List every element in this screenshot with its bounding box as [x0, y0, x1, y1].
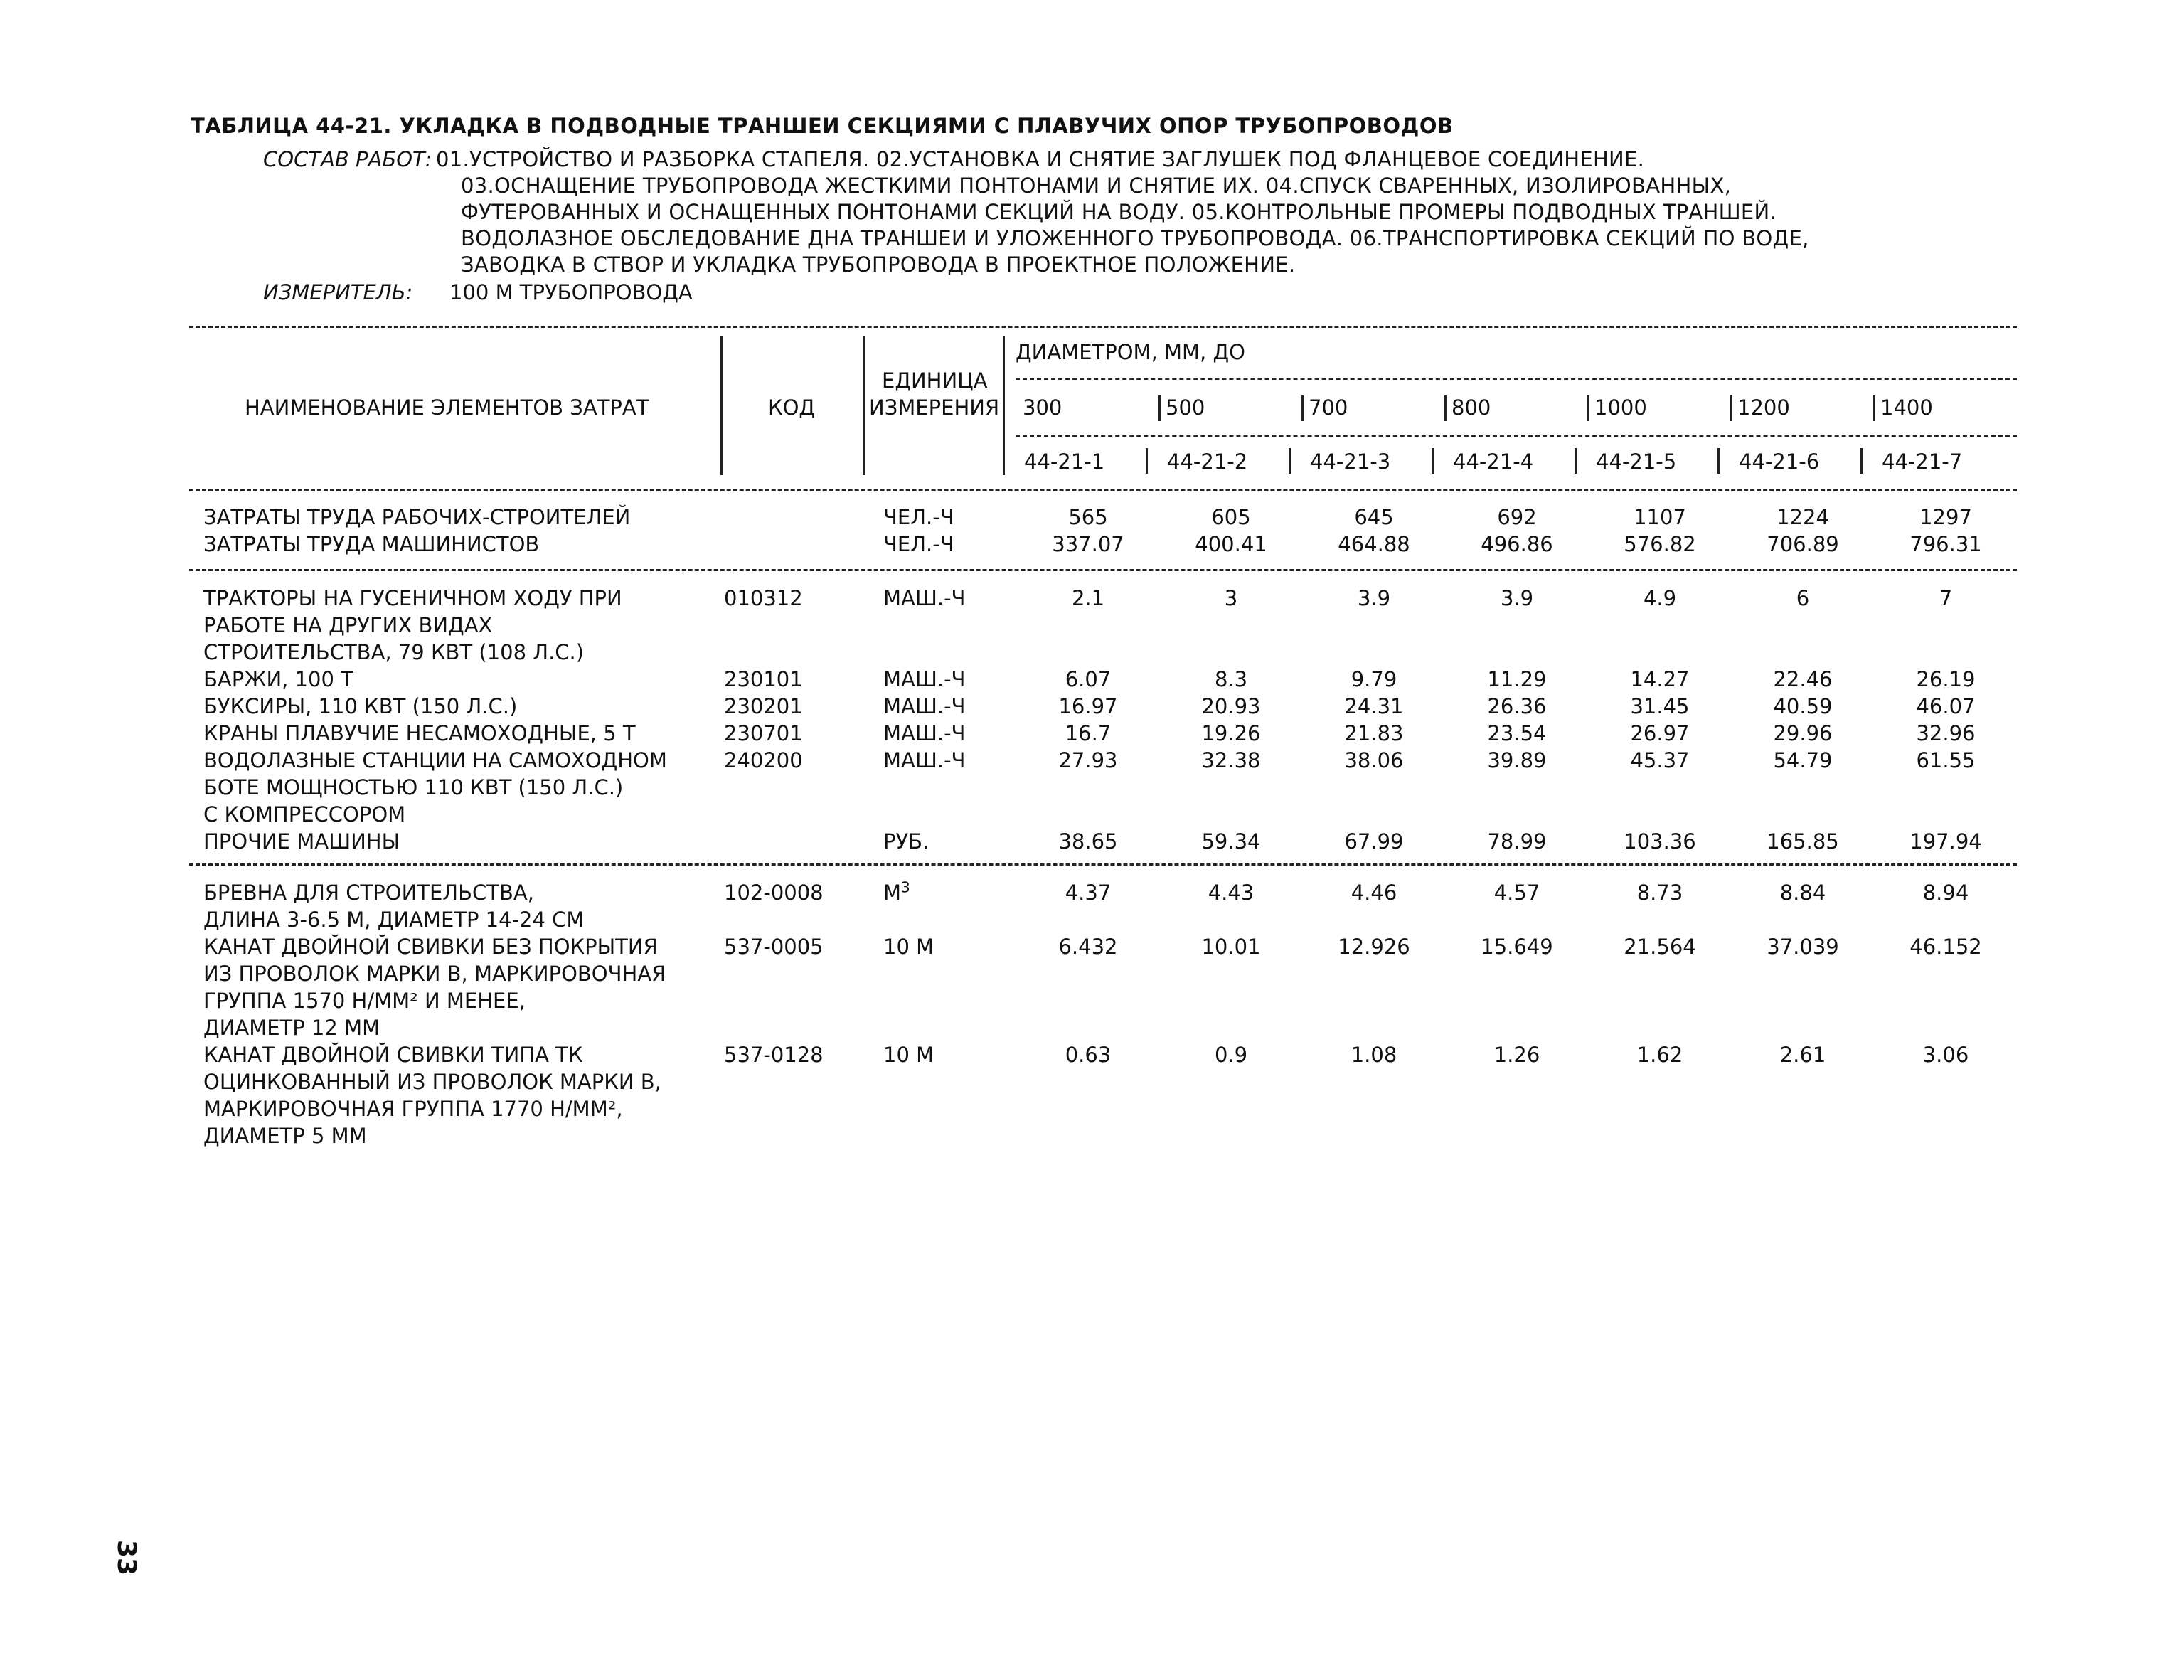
value-cell: 59.34: [1201, 829, 1261, 854]
value-cell: 4.9: [1643, 586, 1677, 610]
value-cell: 7: [1939, 586, 1953, 610]
row-code: 010312: [724, 586, 803, 610]
row-name: ЗАТРАТЫ ТРУДА РАБОЧИХ-СТРОИТЕЛЕЙ: [203, 505, 631, 529]
value-cell: 400.41: [1195, 532, 1267, 556]
value-cell: 0.63: [1065, 1043, 1112, 1067]
row-name: БРЕВНА ДЛЯ СТРОИТЕЛЬСТВА,: [203, 881, 534, 905]
header-code-value: 44-21-7: [1882, 450, 1963, 474]
value-cell: 22.46: [1773, 667, 1833, 691]
header-diameter-value: 500: [1166, 395, 1205, 420]
value-cell: 3.9: [1500, 586, 1534, 610]
value-cell: 6: [1796, 586, 1810, 610]
value-cell: 565: [1068, 505, 1108, 529]
row-unit: МАШ.-Ч: [883, 667, 966, 691]
header-diameter-value: 800: [1451, 395, 1491, 420]
table-title: ТАБЛИЦА 44-21. УКЛАДКА В ПОДВОДНЫЕ ТРАНШЕИ СЕКЦИЯМИ С ПЛАВУЧИХ ОПОР ТРУБОПРОВОДОВ: [191, 114, 1454, 138]
header-diameter-value: 1200: [1737, 395, 1790, 420]
value-cell: 10.01: [1201, 935, 1261, 959]
value-cell: 1107: [1634, 505, 1686, 529]
value-cell: 46.07: [1916, 694, 1976, 718]
value-cell: 67.99: [1344, 829, 1404, 854]
row-name: ПРОЧИЕ МАШИНЫ: [203, 829, 400, 854]
row-unit: ЧЕЛ.-Ч: [883, 532, 954, 556]
measure-label: ИЗМЕРИТЕЛЬ:: [263, 280, 413, 304]
measure-value: 100 М ТРУБОПРОВОДА: [449, 280, 693, 304]
row-name: МАРКИРОВОЧНАЯ ГРУППА 1770 Н/ММ²,: [203, 1097, 623, 1121]
value-cell: 0.9: [1214, 1043, 1248, 1067]
column-divider: [1444, 395, 1447, 421]
value-cell: 14.27: [1630, 667, 1690, 691]
header-code-value: 44-21-1: [1024, 450, 1105, 474]
value-cell: 23.54: [1487, 721, 1547, 745]
value-cell: 29.96: [1773, 721, 1833, 745]
row-unit: МАШ.-Ч: [883, 586, 966, 610]
unit-text: М: [883, 881, 902, 905]
row-unit: РУБ.: [883, 829, 929, 854]
value-cell: 3: [1224, 586, 1238, 610]
composition-line: ЗАВОДКА В СТВОР И УКЛАДКА ТРУБОПРОВОДА В ПРОЕКТНОЕ ПОЛОЖЕНИЕ.: [461, 252, 1296, 277]
value-cell: 61.55: [1916, 748, 1976, 772]
row-code: 537-0005: [724, 935, 824, 959]
column-divider: [1717, 448, 1720, 474]
unit-superscript: 3: [901, 878, 910, 896]
value-cell: 26.19: [1916, 667, 1976, 691]
header-diameter-value: 700: [1309, 395, 1348, 420]
value-cell: 78.99: [1487, 829, 1547, 854]
value-cell: 103.36: [1624, 829, 1696, 854]
row-name: БАРЖИ, 100 Т: [203, 667, 353, 691]
row-name: КАНАТ ДВОЙНОЙ СВИВКИ ТИПА ТК: [203, 1043, 583, 1067]
value-cell: 20.93: [1201, 694, 1261, 718]
header-diameter-label: ДИАМЕТРОМ, ММ, ДО: [1016, 340, 1245, 364]
header-code-value: 44-21-5: [1596, 450, 1677, 474]
value-cell: 15.649: [1481, 935, 1553, 959]
value-cell: 39.89: [1487, 748, 1547, 772]
header-rule: [1016, 378, 2017, 380]
column-divider: [1289, 448, 1291, 474]
row-unit: МАШ.-Ч: [883, 721, 966, 745]
value-cell: 796.31: [1909, 532, 1982, 556]
value-cell: 8.84: [1779, 881, 1826, 905]
header-rule: [1016, 435, 2017, 437]
row-code: 230701: [724, 721, 803, 745]
row-unit: [883, 879, 910, 906]
value-cell: 21.83: [1344, 721, 1404, 745]
header-code-value: 44-21-4: [1453, 450, 1534, 474]
value-cell: 21.564: [1624, 935, 1696, 959]
column-divider: [1432, 448, 1434, 474]
header-code-value: 44-21-3: [1310, 450, 1391, 474]
composition-line: ФУТЕРОВАННЫХ И ОСНАЩЕННЫХ ПОНТОНАМИ СЕКЦИЙ НА ВОДУ. 05.КОНТРОЛЬНЫЕ ПРОМЕРЫ ПОДВОДНЫХ ТРАНШЕЙ.: [461, 200, 1777, 224]
value-cell: 3.06: [1922, 1043, 1969, 1067]
row-name: БОТЕ МОЩНОСТЬЮ 110 КВТ (150 Л.С.): [203, 775, 624, 799]
row-unit: МАШ.-Ч: [883, 748, 966, 772]
value-cell: 197.94: [1909, 829, 1982, 854]
column-divider: [1301, 395, 1304, 421]
section-rule: [189, 569, 2017, 571]
value-cell: 1.08: [1351, 1043, 1397, 1067]
value-cell: 24.31: [1344, 694, 1404, 718]
header-diameter-value: 1000: [1594, 395, 1647, 420]
table-top-rule: [189, 326, 2017, 328]
column-divider: [1873, 395, 1875, 421]
value-cell: 706.89: [1767, 532, 1839, 556]
header-diameter-value: 300: [1023, 395, 1062, 420]
value-cell: 38.65: [1058, 829, 1118, 854]
header-code-column: КОД: [768, 395, 816, 420]
value-cell: 12.926: [1338, 935, 1410, 959]
row-name: ДЛИНА 3-6.5 М, ДИАМЕТР 14-24 СМ: [203, 908, 585, 932]
value-cell: 496.86: [1481, 532, 1553, 556]
value-cell: 2.61: [1779, 1043, 1826, 1067]
value-cell: 19.26: [1201, 721, 1261, 745]
value-cell: 26.36: [1487, 694, 1547, 718]
unit-text: 10 М: [883, 935, 934, 959]
composition-line: 01.УСТРОЙСТВО И РАЗБОРКА СТАПЕЛЯ. 02.УСТАНОВКА И СНЯТИЕ ЗАГЛУШЕК ПОД ФЛАНЦЕВОЕ СОЕДИНЕНИЕ.: [436, 147, 1645, 171]
row-name: КАНАТ ДВОЙНОЙ СВИВКИ БЕЗ ПОКРЫТИЯ: [203, 935, 658, 959]
value-cell: 46.152: [1909, 935, 1982, 959]
value-cell: 9.79: [1351, 667, 1397, 691]
composition-line: ВОДОЛАЗНОЕ ОБСЛЕДОВАНИЕ ДНА ТРАНШЕИ И УЛОЖЕННОГО ТРУБОПРОВОДА. 06.ТРАНСПОРТИРОВКА СЕКЦИЙ ПО ВОДЕ,: [461, 226, 1809, 250]
value-cell: 1.62: [1636, 1043, 1683, 1067]
value-cell: 32.96: [1916, 721, 1976, 745]
row-code: 537-0128: [724, 1043, 824, 1067]
row-unit: МАШ.-Ч: [883, 694, 966, 718]
header-unit-column: ЕДИНИЦА: [882, 368, 988, 393]
row-name: ВОДОЛАЗНЫЕ СТАНЦИИ НА САМОХОДНОМ: [203, 748, 667, 772]
row-name: ДИАМЕТР 5 ММ: [203, 1124, 367, 1148]
value-cell: 38.06: [1344, 748, 1404, 772]
column-divider: [1730, 395, 1732, 421]
value-cell: 16.97: [1058, 694, 1118, 718]
value-cell: 1297: [1919, 505, 1972, 529]
value-cell: 6.07: [1065, 667, 1112, 691]
value-cell: 11.29: [1487, 667, 1547, 691]
row-name: ГРУППА 1570 Н/ММ² И МЕНЕЕ,: [203, 989, 526, 1013]
row-code: 240200: [724, 748, 803, 772]
unit-text: 10 М: [883, 1043, 934, 1067]
row-code: 230201: [724, 694, 803, 718]
composition-line: 03.ОСНАЩЕНИЕ ТРУБОПРОВОДА ЖЕСТКИМИ ПОНТОНАМИ И СНЯТИЕ ИХ. 04.СПУСК СВАРЕННЫХ, ИЗОЛИРОВАННЫХ,: [461, 174, 1732, 198]
value-cell: 576.82: [1624, 532, 1696, 556]
value-cell: 4.43: [1208, 881, 1255, 905]
header-code-value: 44-21-6: [1739, 450, 1820, 474]
row-unit: ЧЕЛ.-Ч: [883, 505, 954, 529]
value-cell: 31.45: [1630, 694, 1690, 718]
row-name: ДИАМЕТР 12 ММ: [203, 1016, 380, 1040]
value-cell: 6.432: [1058, 935, 1118, 959]
value-cell: 8.3: [1214, 667, 1248, 691]
composition-text: [436, 147, 1809, 279]
row-unit: [883, 933, 934, 960]
value-cell: 645: [1354, 505, 1394, 529]
section-rule: [189, 863, 2017, 866]
value-cell: 26.97: [1630, 721, 1690, 745]
header-diameter-value: 1400: [1880, 395, 1933, 420]
value-cell: 27.93: [1058, 748, 1118, 772]
value-cell: 1224: [1777, 505, 1829, 529]
value-cell: 605: [1211, 505, 1251, 529]
row-name: ЗАТРАТЫ ТРУДА МАШИНИСТОВ: [203, 532, 540, 556]
value-cell: 32.38: [1201, 748, 1261, 772]
value-cell: 3.9: [1357, 586, 1391, 610]
value-cell: 692: [1497, 505, 1537, 529]
row-name: СТРОИТЕЛЬСТВА, 79 КВТ (108 Л.С.): [203, 640, 585, 664]
composition-label: СОСТАВ РАБОТ:: [263, 147, 432, 171]
column-divider: [1575, 448, 1577, 474]
value-cell: 8.73: [1636, 881, 1683, 905]
column-divider: [1003, 448, 1005, 474]
row-unit: [883, 1041, 934, 1068]
header-unit-column: ИЗМЕРЕНИЯ: [869, 395, 1000, 420]
header-bottom-rule: [189, 489, 2017, 491]
column-divider: [1860, 448, 1863, 474]
row-name: С КОМПРЕССОРОМ: [203, 802, 406, 826]
value-cell: 337.07: [1052, 532, 1124, 556]
column-divider: [1158, 395, 1161, 421]
row-name: ИЗ ПРОВОЛОК МАРКИ В, МАРКИРОВОЧНАЯ: [203, 962, 666, 986]
row-name: БУКСИРЫ, 110 КВТ (150 Л.С.): [203, 694, 518, 718]
value-cell: 165.85: [1767, 829, 1839, 854]
page-number: 33: [112, 1540, 141, 1576]
row-name: ОЦИНКОВАННЫЙ ИЗ ПРОВОЛОК МАРКИ В,: [203, 1070, 661, 1094]
row-name: ТРАКТОРЫ НА ГУСЕНИЧНОМ ХОДУ ПРИ: [203, 586, 622, 610]
column-divider: [1146, 448, 1148, 474]
value-cell: 8.94: [1922, 881, 1969, 905]
row-name: КРАНЫ ПЛАВУЧИЕ НЕСАМОХОДНЫЕ, 5 Т: [203, 721, 636, 745]
value-cell: 54.79: [1773, 748, 1833, 772]
value-cell: 16.7: [1065, 721, 1112, 745]
header-code-value: 44-21-2: [1167, 450, 1248, 474]
column-divider: [720, 336, 723, 475]
row-code: 230101: [724, 667, 803, 691]
value-cell: 4.37: [1065, 881, 1112, 905]
value-cell: 464.88: [1338, 532, 1410, 556]
value-cell: 40.59: [1773, 694, 1833, 718]
row-code: 102-0008: [724, 881, 824, 905]
value-cell: 2.1: [1071, 586, 1105, 610]
column-divider: [863, 336, 865, 475]
value-cell: 1.26: [1493, 1043, 1540, 1067]
value-cell: 37.039: [1767, 935, 1839, 959]
value-cell: 4.46: [1351, 881, 1397, 905]
value-cell: 4.57: [1493, 881, 1540, 905]
value-cell: 45.37: [1630, 748, 1690, 772]
header-name-column: НАИМЕНОВАНИЕ ЭЛЕМЕНТОВ ЗАТРАТ: [245, 395, 649, 420]
row-name: РАБОТЕ НА ДРУГИХ ВИДАХ: [203, 613, 493, 637]
column-divider: [1587, 395, 1589, 421]
